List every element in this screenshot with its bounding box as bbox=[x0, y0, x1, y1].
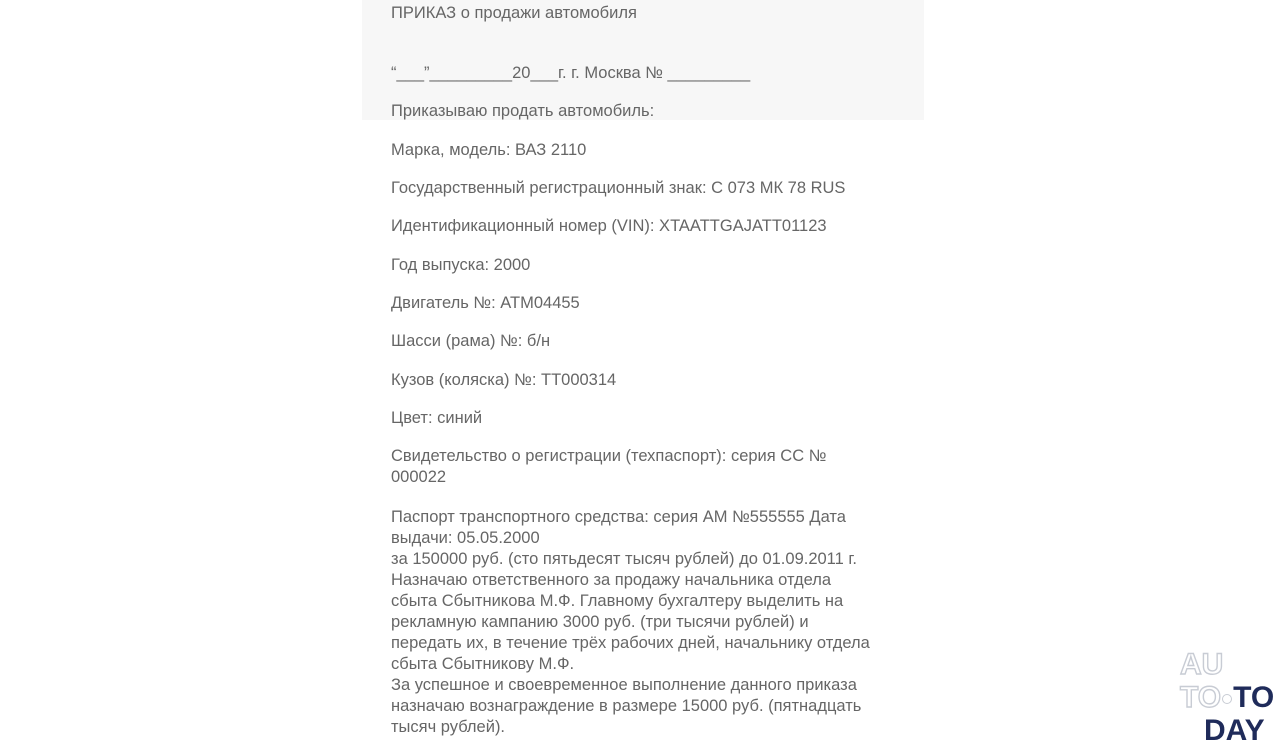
color-line: Цвет: синий bbox=[391, 409, 483, 427]
body-line: Кузов (коляска) №: ТТ000314 bbox=[391, 371, 617, 389]
watermark-row-3: DAY bbox=[1204, 714, 1265, 747]
registration-certificate bbox=[391, 446, 906, 488]
autotoday-watermark-logo bbox=[1176, 648, 1280, 748]
plate-line: Государственный регистрационный знак: С 073 МК 78 RUS bbox=[391, 179, 846, 197]
vin-line: Идентификационный номер (VIN): XTAATTGAJATT01123 bbox=[391, 217, 827, 235]
engine-line: Двигатель №: АТМ04455 bbox=[391, 294, 580, 312]
watermark-row-1: AU bbox=[1180, 648, 1224, 681]
date-location-line: “___”_________20___г. г. Москва № _________ bbox=[391, 64, 751, 82]
make-model-line: Марка, модель: ВАЗ 2110 bbox=[391, 141, 587, 159]
registration-certificate-line: 000022 bbox=[391, 468, 447, 486]
document-title: ПРИКАЗ о продажи автомобиля bbox=[391, 4, 637, 22]
intro-line: Приказываю продать автомобиль: bbox=[391, 102, 655, 120]
paragraph-line: назначаю вознаграждение в размере 15000 руб. (пятнадцать bbox=[391, 697, 862, 715]
watermark-row-2-right: TO bbox=[1233, 681, 1275, 714]
final-paragraph bbox=[391, 507, 906, 738]
paragraph-line: Паспорт транспортного средства: серия АМ №555555 Дата bbox=[391, 508, 846, 526]
registration-certificate-line: Свидетельство о регистрации (техпаспорт): серия СС № bbox=[391, 447, 827, 465]
paragraph-line: за 150000 руб. (сто пятьдесят тысяч рублей) до 01.09.2011 г. bbox=[391, 550, 857, 568]
paragraph-line: рекламную кампанию 3000 руб. (три тысячи рублей) и bbox=[391, 613, 809, 631]
paragraph-line: сбыта Сбытникову М.Ф. bbox=[391, 655, 575, 673]
year-line: Год выпуска: 2000 bbox=[391, 256, 531, 274]
chassis-line: Шасси (рама) №: б/н bbox=[391, 332, 551, 350]
paragraph-line: выдачи: 05.05.2000 bbox=[391, 529, 540, 547]
watermark-row-2-left: TO bbox=[1180, 681, 1222, 714]
watermark-row-2 bbox=[1180, 681, 1274, 714]
paragraph-line: передать их, в течение трёх рабочих дней, начальнику отдела bbox=[391, 634, 870, 652]
paragraph-line: Назначаю ответственного за продажу начальника отдела bbox=[391, 571, 832, 589]
paragraph-line: тысяч рублей). bbox=[391, 718, 506, 736]
paragraph-line: сбыта Сбытникова М.Ф. Главному бухгалтеру выделить на bbox=[391, 592, 844, 610]
paragraph-line: За успешное и своевременное выполнение данного приказа bbox=[391, 676, 857, 694]
watermark-dot-icon bbox=[1222, 694, 1232, 704]
